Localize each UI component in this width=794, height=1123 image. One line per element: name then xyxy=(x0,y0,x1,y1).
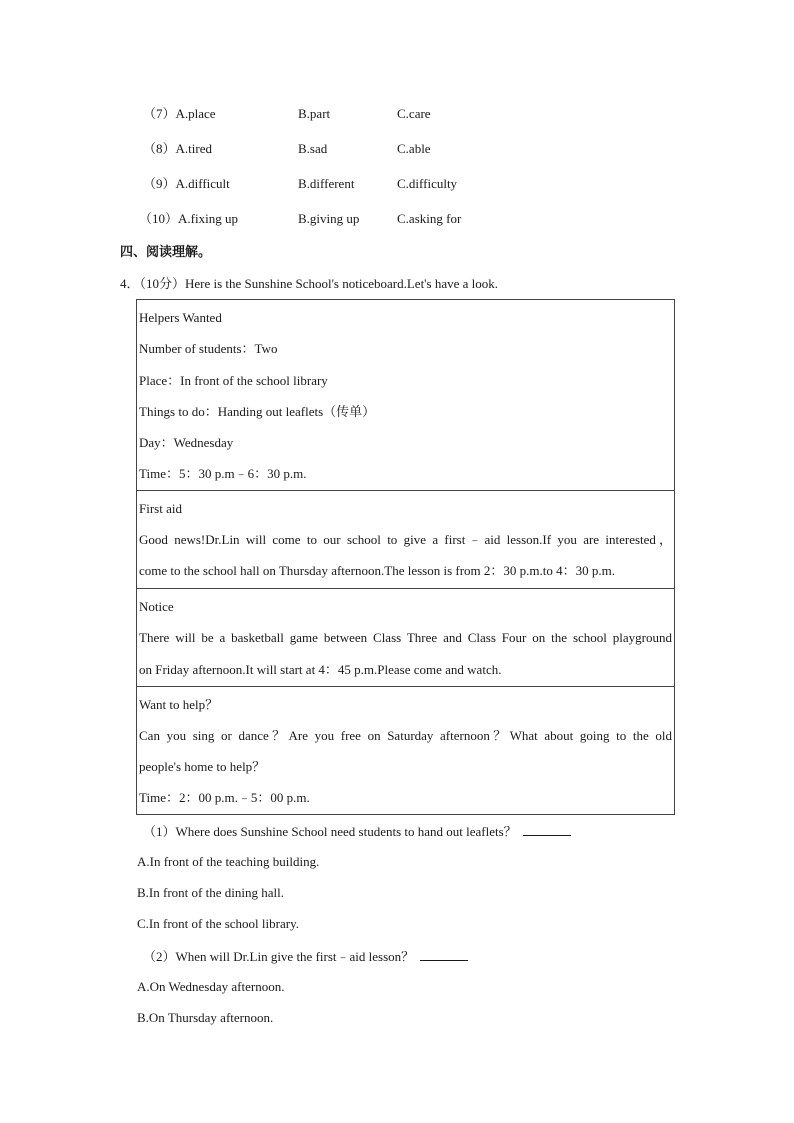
notice-want-to-help xyxy=(137,687,674,814)
option-a: （9）A.difficult xyxy=(143,176,230,191)
choice-a: A.In front of the teaching building. xyxy=(137,854,320,869)
option-row-9 xyxy=(0,176,794,192)
subquestion-2-stem xyxy=(143,948,468,965)
option-a: （8）A.tired xyxy=(143,141,212,156)
notice-first-aid xyxy=(137,491,674,589)
subquestion-1-stem xyxy=(143,823,571,840)
choice-b: B.In front of the dining hall. xyxy=(137,885,284,900)
option-row-10 xyxy=(0,211,794,227)
notice-line: on Friday afternoon.It will start at 4：45 p.m.Please come and watch. xyxy=(139,662,502,677)
subquestion-stem-text: （1）Where does Sunshine School need students to hand out leaflets？ xyxy=(143,824,517,839)
section-title: 四、阅读理解。 xyxy=(120,245,212,260)
option-c: C.able xyxy=(397,141,431,156)
option-a: （10）A.fixing up xyxy=(139,211,238,226)
notice-title: Helpers Wanted xyxy=(139,310,222,325)
choice-b: B.On Thursday afternoon. xyxy=(137,1010,274,1025)
notice-line: Can you sing or dance？Are you free on Saturday afternoon？What about going to the old xyxy=(139,728,672,743)
notice-line: people's home to help？ xyxy=(139,759,266,774)
option-a: （7）A.place xyxy=(143,106,216,121)
notice-basketball xyxy=(137,589,674,687)
subquestion-stem-text: （2）When will Dr.Lin give the first﹣aid lesson？ xyxy=(143,949,415,964)
question-intro: 4．（10分）Here is the Sunshine School's noticeboard.Let's have a look. xyxy=(120,276,499,291)
option-c: C.difficulty xyxy=(397,176,458,191)
choice-c: C.In front of the school library. xyxy=(137,916,299,931)
option-b: B.sad xyxy=(298,141,328,156)
answer-blank[interactable] xyxy=(523,823,571,836)
notice-line: Good news!Dr.Lin will come to our school to give a first﹣aid lesson.If you are interested， xyxy=(139,532,672,547)
noticeboard-table xyxy=(136,299,675,815)
option-b: B.part xyxy=(298,106,331,121)
notice-line: Day：Wednesday xyxy=(139,435,234,450)
notice-helpers-wanted xyxy=(137,300,674,491)
option-b: B.giving up xyxy=(298,211,360,226)
notice-line: Time：2：00 p.m.﹣5：00 p.m. xyxy=(139,790,310,805)
notice-line: Things to do：Handing out leaflets（传单） xyxy=(139,404,376,419)
notice-title: First aid xyxy=(139,501,182,516)
option-row-8 xyxy=(0,141,794,157)
notice-line: There will be a basketball game between Class Three and Class Four on the school playground xyxy=(139,630,672,645)
option-b: B.different xyxy=(298,176,355,191)
notice-line: Place：In front of the school library xyxy=(139,373,328,388)
notice-line: Time：5：30 p.m﹣6：30 p.m. xyxy=(139,466,307,481)
notice-line: come to the school hall on Thursday afternoon.The lesson is from 2：30 p.m.to 4：30 p.m. xyxy=(139,563,615,578)
option-c: C.care xyxy=(397,106,431,121)
answer-blank[interactable] xyxy=(420,948,468,961)
notice-title: Want to help？ xyxy=(139,697,219,712)
option-row-7 xyxy=(0,106,794,122)
notice-line: Number of students：Two xyxy=(139,341,278,356)
notice-title: Notice xyxy=(139,599,174,614)
option-c: C.asking for xyxy=(397,211,462,226)
choice-a: A.On Wednesday afternoon. xyxy=(137,979,285,994)
